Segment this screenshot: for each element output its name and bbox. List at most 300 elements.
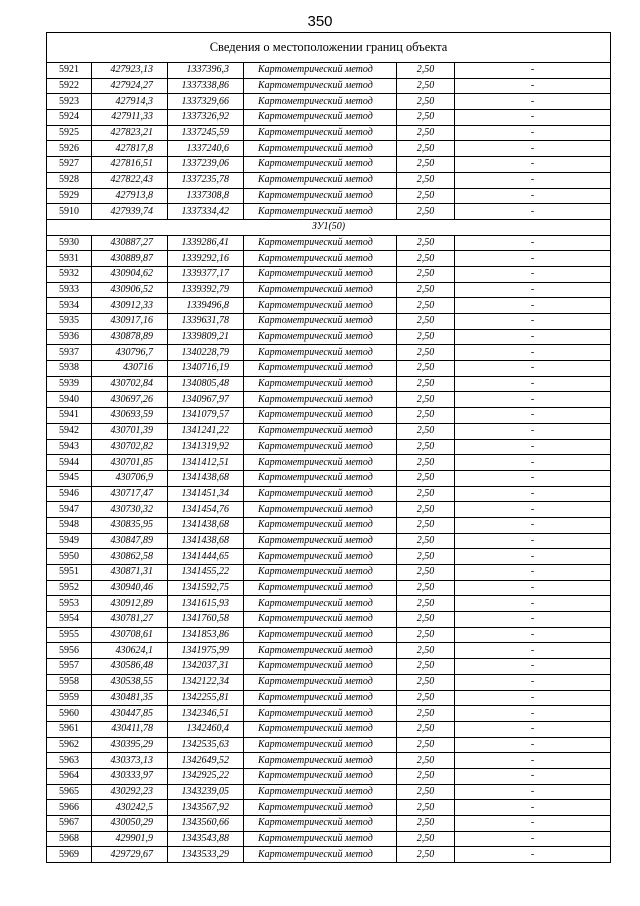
coord-x: 430702,84 [92, 376, 168, 392]
coord-x: 430292,23 [92, 784, 168, 800]
method-cell: Картометрический метод [244, 627, 397, 643]
method-cell: Картометрический метод [244, 78, 397, 94]
error-value: 2,50 [397, 549, 455, 565]
coord-y: 1340716,19 [168, 361, 244, 377]
error-value: 2,50 [397, 831, 455, 847]
table-row [47, 784, 611, 800]
table-row [47, 580, 611, 596]
table-row [47, 643, 611, 659]
method-cell: Картометрический метод [244, 266, 397, 282]
error-value: 2,50 [397, 298, 455, 314]
coord-y: 1341438,68 [168, 517, 244, 533]
point-number: 5923 [47, 94, 92, 110]
error-value: 2,50 [397, 643, 455, 659]
coord-x: 430373,13 [92, 753, 168, 769]
point-number: 5940 [47, 392, 92, 408]
method-cell: Картометрический метод [244, 486, 397, 502]
error-value: 2,50 [397, 816, 455, 832]
method-cell: Картометрический метод [244, 172, 397, 188]
error-value: 2,50 [397, 204, 455, 220]
error-value: 2,50 [397, 674, 455, 690]
coord-y: 1337329,66 [168, 94, 244, 110]
coord-x: 430333,97 [92, 768, 168, 784]
coord-y: 1341241,22 [168, 423, 244, 439]
coord-y: 1341438,68 [168, 533, 244, 549]
table-row [47, 298, 611, 314]
coord-x: 430847,89 [92, 533, 168, 549]
point-number: 5934 [47, 298, 92, 314]
coord-x: 430862,58 [92, 549, 168, 565]
error-value: 2,50 [397, 800, 455, 816]
boundary-table [46, 32, 611, 863]
coord-y: 1342037,31 [168, 659, 244, 675]
coord-y: 1342535,63 [168, 737, 244, 753]
method-cell: Картометрический метод [244, 329, 397, 345]
method-cell: Картометрический метод [244, 816, 397, 832]
error-value: 2,50 [397, 486, 455, 502]
point-number: 5946 [47, 486, 92, 502]
coord-y: 1341615,93 [168, 596, 244, 612]
coord-y: 1343560,66 [168, 816, 244, 832]
table-row [47, 612, 611, 628]
coord-x: 430701,39 [92, 423, 168, 439]
point-number: 5932 [47, 266, 92, 282]
error-value: 2,50 [397, 314, 455, 330]
table-row [47, 172, 611, 188]
error-value: 2,50 [397, 361, 455, 377]
table-row [47, 110, 611, 126]
point-number: 5910 [47, 204, 92, 220]
note-cell: - [455, 94, 611, 110]
coord-y: 1341592,75 [168, 580, 244, 596]
note-cell: - [455, 847, 611, 863]
note-cell: - [455, 612, 611, 628]
point-number: 5926 [47, 141, 92, 157]
coord-y: 1337245,59 [168, 125, 244, 141]
note-cell: - [455, 329, 611, 345]
coord-y: 1341975,99 [168, 643, 244, 659]
point-number: 5930 [47, 235, 92, 251]
coord-y: 1340967,97 [168, 392, 244, 408]
table-row [47, 486, 611, 502]
point-number: 5937 [47, 345, 92, 361]
coord-y: 1342122,34 [168, 674, 244, 690]
table-row [47, 408, 611, 424]
coord-y: 1342649,52 [168, 753, 244, 769]
point-number: 5936 [47, 329, 92, 345]
method-cell: Картометрический метод [244, 392, 397, 408]
coord-x: 430912,89 [92, 596, 168, 612]
table-title: Сведения о местоположении границ объекта [47, 33, 611, 63]
table-row [47, 125, 611, 141]
coord-x: 430706,9 [92, 470, 168, 486]
method-cell: Картометрический метод [244, 125, 397, 141]
coord-y: 1339286,41 [168, 235, 244, 251]
coord-x: 430624,1 [92, 643, 168, 659]
method-cell: Картометрический метод [244, 157, 397, 173]
error-value: 2,50 [397, 721, 455, 737]
table-row [47, 816, 611, 832]
note-cell: - [455, 580, 611, 596]
coord-x: 427914,3 [92, 94, 168, 110]
method-cell: Картометрический метод [244, 94, 397, 110]
coord-y: 1337326,92 [168, 110, 244, 126]
note-cell: - [455, 439, 611, 455]
coord-y: 1341451,34 [168, 486, 244, 502]
note-cell: - [455, 784, 611, 800]
point-number: 5943 [47, 439, 92, 455]
coord-y: 1339809,21 [168, 329, 244, 345]
coord-y: 1341438,68 [168, 470, 244, 486]
method-cell: Картометрический метод [244, 408, 397, 424]
error-value: 2,50 [397, 235, 455, 251]
table-row [47, 266, 611, 282]
page-number: 350 [307, 13, 333, 30]
point-number: 5961 [47, 721, 92, 737]
point-number: 5959 [47, 690, 92, 706]
table-row [47, 517, 611, 533]
point-number: 5925 [47, 125, 92, 141]
error-value: 2,50 [397, 533, 455, 549]
note-cell: - [455, 188, 611, 204]
table-row [47, 94, 611, 110]
table-row [47, 345, 611, 361]
error-value: 2,50 [397, 753, 455, 769]
note-cell: - [455, 141, 611, 157]
coord-x: 430717,47 [92, 486, 168, 502]
point-number: 5958 [47, 674, 92, 690]
note-cell: - [455, 659, 611, 675]
coord-x: 430411,78 [92, 721, 168, 737]
table-row [47, 157, 611, 173]
method-cell: Картометрический метод [244, 63, 397, 79]
note-cell: - [455, 627, 611, 643]
error-value: 2,50 [397, 659, 455, 675]
coord-x: 430716 [92, 361, 168, 377]
error-value: 2,50 [397, 125, 455, 141]
error-value: 2,50 [397, 565, 455, 581]
coord-x: 430242,5 [92, 800, 168, 816]
table-row [47, 768, 611, 784]
note-cell: - [455, 408, 611, 424]
coord-x: 427923,13 [92, 63, 168, 79]
coord-x: 427817,8 [92, 141, 168, 157]
coord-x: 430586,48 [92, 659, 168, 675]
point-number: 5941 [47, 408, 92, 424]
table-row [47, 800, 611, 816]
note-cell: - [455, 596, 611, 612]
error-value: 2,50 [397, 455, 455, 471]
table-row [47, 502, 611, 518]
point-number: 5960 [47, 706, 92, 722]
coord-y: 1339292,16 [168, 251, 244, 267]
point-number: 5953 [47, 596, 92, 612]
point-number: 5967 [47, 816, 92, 832]
coord-y: 1341079,57 [168, 408, 244, 424]
error-value: 2,50 [397, 282, 455, 298]
coord-x: 430917,16 [92, 314, 168, 330]
method-cell: Картометрический метод [244, 596, 397, 612]
note-cell: - [455, 533, 611, 549]
method-cell: Картометрический метод [244, 847, 397, 863]
coord-y: 1341412,51 [168, 455, 244, 471]
note-cell: - [455, 235, 611, 251]
note-cell: - [455, 643, 611, 659]
method-cell: Картометрический метод [244, 470, 397, 486]
note-cell: - [455, 251, 611, 267]
note-cell: - [455, 204, 611, 220]
coord-y: 1342346,51 [168, 706, 244, 722]
point-number: 5954 [47, 612, 92, 628]
coord-y: 1337338,86 [168, 78, 244, 94]
method-cell: Картометрический метод [244, 768, 397, 784]
method-cell: Картометрический метод [244, 345, 397, 361]
point-number: 5950 [47, 549, 92, 565]
error-value: 2,50 [397, 517, 455, 533]
point-number: 5952 [47, 580, 92, 596]
coord-y: 1341760,58 [168, 612, 244, 628]
error-value: 2,50 [397, 157, 455, 173]
coord-x: 430481,35 [92, 690, 168, 706]
method-cell: Картометрический метод [244, 361, 397, 377]
note-cell: - [455, 63, 611, 79]
method-cell: Картометрический метод [244, 314, 397, 330]
table-row [47, 392, 611, 408]
method-cell: Картометрический метод [244, 502, 397, 518]
point-number: 5969 [47, 847, 92, 863]
coord-y: 1341444,65 [168, 549, 244, 565]
table-row [47, 706, 611, 722]
point-number: 5965 [47, 784, 92, 800]
method-cell: Картометрический метод [244, 439, 397, 455]
method-cell: Картометрический метод [244, 533, 397, 549]
table-body [47, 63, 611, 863]
coord-x: 429901,9 [92, 831, 168, 847]
note-cell: - [455, 110, 611, 126]
coord-y: 1343567,92 [168, 800, 244, 816]
coord-x: 430871,31 [92, 565, 168, 581]
method-cell: Картометрический метод [244, 235, 397, 251]
table-row [47, 329, 611, 345]
coord-x: 430906,52 [92, 282, 168, 298]
point-number: 5942 [47, 423, 92, 439]
point-number: 5955 [47, 627, 92, 643]
point-number: 5927 [47, 157, 92, 173]
table-row [47, 847, 611, 863]
coord-x: 427816,51 [92, 157, 168, 173]
note-cell: - [455, 282, 611, 298]
coord-y: 1341319,92 [168, 439, 244, 455]
method-cell: Картометрический метод [244, 376, 397, 392]
point-number: 5944 [47, 455, 92, 471]
coord-x: 430878,89 [92, 329, 168, 345]
coord-x: 429729,67 [92, 847, 168, 863]
error-value: 2,50 [397, 345, 455, 361]
table-row [47, 282, 611, 298]
coord-x: 430912,33 [92, 298, 168, 314]
error-value: 2,50 [397, 768, 455, 784]
point-number: 5957 [47, 659, 92, 675]
coord-x: 427913,8 [92, 188, 168, 204]
coord-x: 430835,95 [92, 517, 168, 533]
method-cell: Картометрический метод [244, 690, 397, 706]
note-cell: - [455, 298, 611, 314]
method-cell: Картометрический метод [244, 674, 397, 690]
method-cell: Картометрический метод [244, 706, 397, 722]
coord-y: 1337239,06 [168, 157, 244, 173]
coord-y: 1337334,42 [168, 204, 244, 220]
method-cell: Картометрический метод [244, 721, 397, 737]
coord-x: 430796,7 [92, 345, 168, 361]
coord-x: 430701,85 [92, 455, 168, 471]
point-number: 5962 [47, 737, 92, 753]
table-row [47, 188, 611, 204]
table-row [47, 455, 611, 471]
coord-x: 427911,33 [92, 110, 168, 126]
coord-y: 1340805,48 [168, 376, 244, 392]
table-row [47, 831, 611, 847]
note-cell: - [455, 470, 611, 486]
coord-x: 430781,27 [92, 612, 168, 628]
method-cell: Картометрический метод [244, 141, 397, 157]
table-row [47, 141, 611, 157]
coord-y: 1337240,6 [168, 141, 244, 157]
method-cell: Картометрический метод [244, 110, 397, 126]
error-value: 2,50 [397, 188, 455, 204]
method-cell: Картометрический метод [244, 455, 397, 471]
table-row [47, 674, 611, 690]
note-cell: - [455, 361, 611, 377]
point-number: 5949 [47, 533, 92, 549]
coord-x: 430887,27 [92, 235, 168, 251]
coord-x: 430693,59 [92, 408, 168, 424]
method-cell: Картометрический метод [244, 204, 397, 220]
note-cell: - [455, 753, 611, 769]
error-value: 2,50 [397, 408, 455, 424]
coord-y: 1343533,29 [168, 847, 244, 863]
method-cell: Картометрический метод [244, 753, 397, 769]
table-row [47, 204, 611, 220]
note-cell: - [455, 831, 611, 847]
coord-y: 1342460,4 [168, 721, 244, 737]
point-number: 5922 [47, 78, 92, 94]
coord-y: 1343239,05 [168, 784, 244, 800]
point-number: 5963 [47, 753, 92, 769]
table-row [47, 565, 611, 581]
note-cell: - [455, 455, 611, 471]
note-cell: - [455, 78, 611, 94]
coord-y: 1339496,8 [168, 298, 244, 314]
coord-y: 1337308,8 [168, 188, 244, 204]
note-cell: - [455, 768, 611, 784]
point-number: 5956 [47, 643, 92, 659]
point-number: 5924 [47, 110, 92, 126]
coord-x: 427823,21 [92, 125, 168, 141]
point-number: 5938 [47, 361, 92, 377]
note-cell: - [455, 314, 611, 330]
method-cell: Картометрический метод [244, 737, 397, 753]
point-number: 5968 [47, 831, 92, 847]
method-cell: Картометрический метод [244, 831, 397, 847]
table-row [47, 439, 611, 455]
table-row [47, 627, 611, 643]
method-cell: Картометрический метод [244, 298, 397, 314]
note-cell: - [455, 502, 611, 518]
coord-x: 430940,46 [92, 580, 168, 596]
coord-x: 430904,62 [92, 266, 168, 282]
coord-x: 430050,29 [92, 816, 168, 832]
error-value: 2,50 [397, 141, 455, 157]
table-row [47, 235, 611, 251]
method-cell: Картометрический метод [244, 251, 397, 267]
error-value: 2,50 [397, 612, 455, 628]
point-number: 5935 [47, 314, 92, 330]
error-value: 2,50 [397, 596, 455, 612]
coord-y: 1339377,17 [168, 266, 244, 282]
note-cell: - [455, 423, 611, 439]
point-number: 5947 [47, 502, 92, 518]
method-cell: Картометрический метод [244, 612, 397, 628]
error-value: 2,50 [397, 110, 455, 126]
error-value: 2,50 [397, 690, 455, 706]
note-cell: - [455, 517, 611, 533]
note-cell: - [455, 125, 611, 141]
note-cell: - [455, 565, 611, 581]
error-value: 2,50 [397, 251, 455, 267]
note-cell: - [455, 674, 611, 690]
coord-y: 1340228,79 [168, 345, 244, 361]
method-cell: Картометрический метод [244, 565, 397, 581]
coord-y: 1341455,22 [168, 565, 244, 581]
coord-y: 1342255,81 [168, 690, 244, 706]
table-row [47, 78, 611, 94]
error-value: 2,50 [397, 172, 455, 188]
note-cell: - [455, 172, 611, 188]
coord-x: 427939,74 [92, 204, 168, 220]
error-value: 2,50 [397, 580, 455, 596]
error-value: 2,50 [397, 784, 455, 800]
table-row [47, 737, 611, 753]
point-number: 5966 [47, 800, 92, 816]
table-row [47, 690, 611, 706]
note-cell: - [455, 486, 611, 502]
coord-x: 430395,29 [92, 737, 168, 753]
method-cell: Картометрический метод [244, 282, 397, 298]
section-label: ЗУ1(50) [47, 219, 611, 235]
note-cell: - [455, 392, 611, 408]
coord-x: 430730,32 [92, 502, 168, 518]
method-cell: Картометрический метод [244, 517, 397, 533]
coord-y: 1339392,79 [168, 282, 244, 298]
error-value: 2,50 [397, 392, 455, 408]
error-value: 2,50 [397, 376, 455, 392]
coord-x: 430889,87 [92, 251, 168, 267]
coord-y: 1343543,88 [168, 831, 244, 847]
table-row [47, 470, 611, 486]
point-number: 5951 [47, 565, 92, 581]
table-row [47, 251, 611, 267]
note-cell: - [455, 345, 611, 361]
method-cell: Картометрический метод [244, 784, 397, 800]
point-number: 5945 [47, 470, 92, 486]
note-cell: - [455, 737, 611, 753]
error-value: 2,50 [397, 470, 455, 486]
note-cell: - [455, 721, 611, 737]
coord-x: 430697,26 [92, 392, 168, 408]
table-row [47, 753, 611, 769]
table-row [47, 721, 611, 737]
coord-y: 1337235,78 [168, 172, 244, 188]
